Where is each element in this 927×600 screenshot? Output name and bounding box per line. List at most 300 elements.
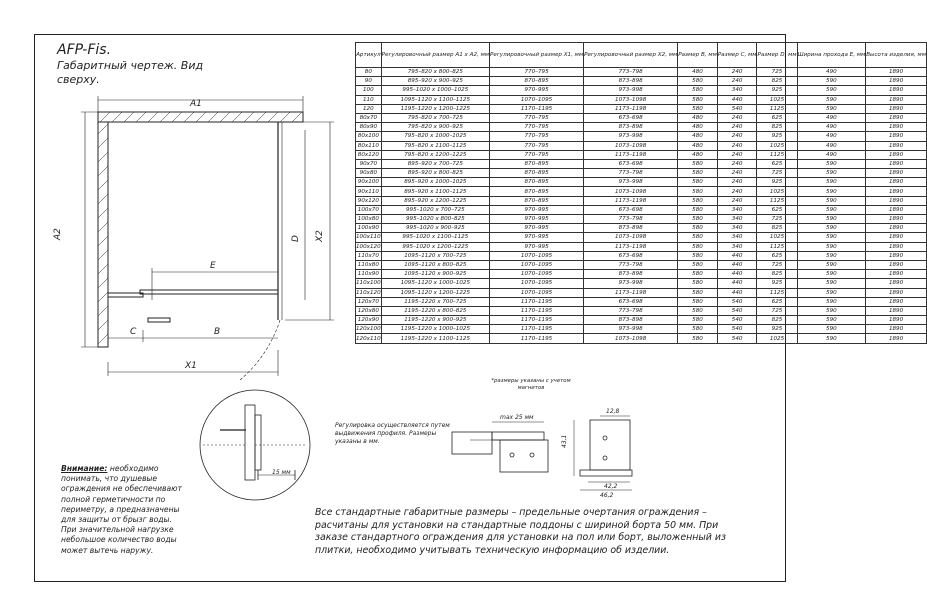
table-row	[356, 288, 927, 297]
cell-x1: 870–895	[490, 187, 584, 196]
cell-e: 490	[797, 150, 866, 159]
table-row	[356, 68, 927, 77]
cell-x2: 873–898	[584, 316, 678, 325]
cell-c: 340	[717, 215, 757, 224]
cell-x1: 1070–1095	[490, 288, 584, 297]
cell-height: 1890	[866, 205, 927, 214]
cell-b: 480	[678, 141, 718, 150]
dimensions-table	[355, 42, 927, 344]
cell-height: 1890	[866, 178, 927, 187]
cell-b: 580	[678, 270, 718, 279]
cell-b: 580	[678, 187, 718, 196]
cell-height: 1890	[866, 233, 927, 242]
cell-e: 590	[797, 306, 866, 315]
cell-c: 340	[717, 242, 757, 251]
cell-c: 440	[717, 288, 757, 297]
cell-c: 340	[717, 86, 757, 95]
cell-x1: 970–995	[490, 215, 584, 224]
table-row	[356, 334, 927, 343]
cell-c: 540	[717, 334, 757, 343]
cell-c: 440	[717, 260, 757, 269]
cell-article: 100	[356, 86, 382, 95]
cell-c: 240	[717, 68, 757, 77]
cell-c: 340	[717, 224, 757, 233]
cell-height: 1890	[866, 316, 927, 325]
cell-a1a2: 795–820 x 900–925	[381, 123, 489, 132]
cell-x1: 870–895	[490, 178, 584, 187]
cell-d: 725	[757, 306, 797, 315]
cell-article: 90x70	[356, 159, 382, 168]
cell-height: 1890	[866, 270, 927, 279]
cell-height: 1890	[866, 297, 927, 306]
cell-article: 120x100	[356, 326, 381, 333]
cell-b: 580	[678, 242, 718, 251]
cell-article: 100x90	[356, 224, 382, 233]
cell-e: 590	[797, 95, 866, 104]
cell-d: 1125	[757, 242, 797, 251]
cell-b: 480	[678, 132, 718, 141]
cell-e: 590	[797, 325, 866, 334]
header-article: Артикул	[356, 43, 382, 68]
cell-a1a2: 795–820 x 1200–1225	[381, 150, 489, 159]
cell-c: 240	[717, 132, 757, 141]
front-fixed-panel	[108, 293, 143, 297]
cell-height: 1890	[866, 77, 927, 86]
cell-a1a2: 1195–1220 x 800–825	[381, 306, 489, 315]
cell-e: 490	[797, 141, 866, 150]
cell-e: 590	[797, 242, 866, 251]
cell-a1a2: 795–820 x 1000–1025	[381, 132, 489, 141]
cell-x1: 970–995	[490, 224, 584, 233]
cell-c: 340	[717, 233, 757, 242]
cell-article: 110x120	[356, 289, 381, 296]
cell-d: 1025	[757, 187, 797, 196]
cell-height: 1890	[866, 288, 927, 297]
cell-height: 1890	[866, 169, 927, 178]
cell-e: 590	[797, 297, 866, 306]
cell-e: 590	[797, 233, 866, 242]
cell-c: 240	[717, 169, 757, 178]
cell-b: 580	[678, 297, 718, 306]
cell-x2: 973–998	[584, 86, 678, 95]
cell-c: 440	[717, 95, 757, 104]
warning-note	[61, 464, 186, 556]
table-row	[356, 113, 927, 122]
cell-x2: 873–898	[584, 123, 678, 132]
cell-x1: 1170–1195	[490, 104, 584, 113]
cell-article: 80x120	[356, 150, 382, 159]
table-row	[356, 325, 927, 334]
cell-a1a2: 795–820 x 800–825	[381, 68, 489, 77]
cell-a1a2: 1095–1120 x 800–825	[381, 260, 489, 269]
cell-b: 580	[678, 169, 718, 178]
cell-c: 240	[717, 178, 757, 187]
cell-x2: 1173–1198	[584, 196, 678, 205]
cell-x1: 1170–1195	[490, 325, 584, 334]
cell-c: 240	[717, 196, 757, 205]
header-e: Ширина прохода E, мм	[797, 43, 866, 68]
cell-d: 1025	[757, 95, 797, 104]
cell-e: 590	[797, 205, 866, 214]
cell-x2: 1073–1098	[584, 95, 678, 104]
label-42-2: 42,2	[604, 483, 618, 490]
cell-a1a2: 1095–1120 x 700–725	[381, 251, 489, 260]
cell-height: 1890	[866, 104, 927, 113]
label-x2: X2	[315, 230, 325, 242]
cell-x2: 873–898	[584, 270, 678, 279]
cell-a1a2: 895–920 x 900–925	[381, 77, 489, 86]
cell-a1a2: 995–1020 x 900–925	[381, 224, 489, 233]
cell-e: 490	[797, 123, 866, 132]
cell-x1: 770–795	[490, 68, 584, 77]
cell-b: 580	[678, 77, 718, 86]
cell-x2: 873–898	[584, 77, 678, 86]
cell-c: 540	[717, 297, 757, 306]
cell-b: 480	[678, 113, 718, 122]
table-row	[356, 123, 927, 132]
cell-c: 540	[717, 316, 757, 325]
cell-c: 440	[717, 251, 757, 260]
cell-height: 1890	[866, 123, 927, 132]
cell-a1a2: 1195–1220 x 900–925	[381, 316, 489, 325]
cell-a1a2: 895–920 x 1200–1225	[381, 196, 489, 205]
cell-a1a2: 1195–1220 x 1000–1025	[381, 325, 489, 334]
cell-a1a2: 1095–1120 x 1000–1025	[381, 279, 489, 288]
cell-e: 590	[797, 288, 866, 297]
warning-lead: Внимание:	[61, 464, 108, 473]
cell-x1: 1170–1195	[490, 306, 584, 315]
cell-height: 1890	[866, 86, 927, 95]
cell-d: 825	[757, 224, 797, 233]
cell-d: 625	[757, 205, 797, 214]
profile-drawing	[452, 416, 632, 490]
table-row	[356, 215, 927, 224]
cell-x2: 973–998	[584, 325, 678, 334]
cell-article: 110x70	[356, 251, 382, 260]
cell-x2: 1073–1098	[584, 233, 678, 242]
cell-x1: 770–795	[490, 141, 584, 150]
cell-article: 90x110	[356, 187, 382, 196]
table-header-row	[356, 43, 927, 68]
table-row	[356, 77, 927, 86]
cell-c: 240	[717, 159, 757, 168]
cell-b: 580	[678, 215, 718, 224]
cell-d: 925	[757, 132, 797, 141]
cell-a1a2: 1195–1220 x 1200–1225	[381, 104, 489, 113]
cell-x2: 773–798	[584, 306, 678, 315]
cell-x2: 973–998	[584, 132, 678, 141]
cell-x1: 770–795	[490, 113, 584, 122]
cell-height: 1890	[866, 150, 927, 159]
cell-e: 590	[797, 279, 866, 288]
doc-title: AFP-Fis.	[57, 42, 112, 58]
cell-e: 590	[797, 251, 866, 260]
cell-d: 1025	[757, 141, 797, 150]
cell-d: 825	[757, 270, 797, 279]
cell-x2: 673–698	[584, 251, 678, 260]
cell-e: 590	[797, 159, 866, 168]
label-x1: X1	[185, 361, 197, 371]
table-row	[356, 279, 927, 288]
cell-d: 1125	[757, 104, 797, 113]
cell-x1: 770–795	[490, 150, 584, 159]
label-46-2: 46,2	[600, 492, 614, 499]
cell-x2: 773–798	[584, 169, 678, 178]
cell-b: 580	[678, 279, 718, 288]
cell-a1a2: 795–820 x 1100–1125	[381, 141, 489, 150]
cell-x2: 673–698	[584, 205, 678, 214]
cell-a1a2: 895–920 x 800–825	[381, 169, 489, 178]
door-swing-arc	[240, 320, 280, 380]
cell-e: 590	[797, 196, 866, 205]
cell-e: 490	[797, 113, 866, 122]
cell-c: 240	[717, 150, 757, 159]
cell-d: 625	[757, 113, 797, 122]
cell-height: 1890	[866, 242, 927, 251]
cell-d: 1125	[757, 196, 797, 205]
cell-b: 580	[678, 196, 718, 205]
cell-x1: 770–795	[490, 132, 584, 141]
door-panel	[140, 290, 278, 294]
cell-a1a2: 995–1020 x 1000–1025	[381, 86, 489, 95]
cell-d: 725	[757, 260, 797, 269]
table-row	[356, 306, 927, 315]
cell-height: 1890	[866, 141, 927, 150]
door-handle	[148, 318, 170, 322]
cell-d: 625	[757, 251, 797, 260]
table-row	[356, 132, 927, 141]
cell-d: 1125	[757, 288, 797, 297]
cell-x2: 673–698	[584, 297, 678, 306]
cell-article: 110x90	[356, 270, 382, 279]
cell-height: 1890	[866, 159, 927, 168]
cell-d: 725	[757, 215, 797, 224]
table-row	[356, 95, 927, 104]
cell-x1: 970–995	[490, 205, 584, 214]
header-x1: Регулировочный размер X1, мм	[490, 43, 584, 68]
table-row	[356, 224, 927, 233]
cell-c: 240	[717, 113, 757, 122]
detail-view	[200, 390, 310, 500]
cell-article: 100x120	[356, 243, 381, 250]
cell-a1a2: 895–920 x 1100–1125	[381, 187, 489, 196]
cell-article: 110x100	[356, 280, 381, 287]
cell-e: 490	[797, 68, 866, 77]
cell-d: 725	[757, 68, 797, 77]
cell-x2: 773–798	[584, 260, 678, 269]
cell-x1: 1170–1195	[490, 334, 584, 343]
table-row	[356, 316, 927, 325]
cell-article: 120x80	[356, 306, 382, 315]
cell-c: 540	[717, 306, 757, 315]
footer-note: Все стандартные габаритные размеры – предельные очертания ограждения – расчитаны для установки на стандартные поддоны с шириной борта 50 мм. При заказе стандартного ограждения для установки на пол или борт, выложенный из плитки, необходимо учитывать техническую информацию об изделии.	[315, 507, 726, 556]
label-b: B	[214, 327, 221, 337]
cell-a1a2: 1095–1120 x 1100–1125	[381, 95, 489, 104]
cell-article: 90x100	[356, 178, 382, 187]
cell-article: 100x70	[356, 205, 382, 214]
cell-article: 120	[356, 104, 382, 113]
cell-a1a2: 1195–1220 x 700–725	[381, 297, 489, 306]
label-15mm: 15 мм	[272, 469, 291, 476]
table-footnote: *размеры указаны с учетом магнитов	[491, 378, 571, 391]
header-a1a2: Регулировочный размер A1 x A2, мм	[381, 43, 489, 68]
cell-x1: 970–995	[490, 233, 584, 242]
cell-e: 590	[797, 77, 866, 86]
cell-x2: 1073–1098	[584, 187, 678, 196]
cell-height: 1890	[866, 187, 927, 196]
cell-b: 580	[678, 251, 718, 260]
cell-c: 340	[717, 205, 757, 214]
cell-a1a2: 995–1020 x 1200–1225	[381, 242, 489, 251]
header-c: Размер C, мм	[717, 43, 757, 68]
cell-x2: 1173–1198	[584, 242, 678, 251]
cell-d: 725	[757, 169, 797, 178]
table-row	[356, 187, 927, 196]
cell-x1: 1170–1195	[490, 316, 584, 325]
cell-x1: 1070–1095	[490, 251, 584, 260]
cell-e: 590	[797, 187, 866, 196]
doc-subtitle: Габаритный чертеж. Вид сверху.	[57, 59, 204, 86]
cell-height: 1890	[866, 334, 927, 343]
cell-article: 80x110	[356, 141, 382, 150]
table-row	[356, 205, 927, 214]
cell-e: 590	[797, 334, 866, 343]
cell-d: 1125	[757, 150, 797, 159]
cell-b: 580	[678, 159, 718, 168]
wall-left	[98, 122, 108, 347]
cell-height: 1890	[866, 325, 927, 334]
cell-x1: 1070–1095	[490, 95, 584, 104]
cell-c: 540	[717, 104, 757, 113]
label-e: E	[210, 261, 216, 271]
table-row	[356, 150, 927, 159]
cell-e: 590	[797, 169, 866, 178]
cell-height: 1890	[866, 132, 927, 141]
cell-c: 240	[717, 123, 757, 132]
cell-x2: 1173–1198	[584, 104, 678, 113]
cell-article: 90x120	[356, 196, 382, 205]
cell-b: 580	[678, 178, 718, 187]
cell-b: 580	[678, 260, 718, 269]
cell-a1a2: 1095–1120 x 1200–1225	[381, 288, 489, 297]
table-row	[356, 260, 927, 269]
cell-b: 580	[678, 95, 718, 104]
cell-article: 80x90	[356, 123, 382, 132]
cell-x1: 870–895	[490, 159, 584, 168]
table-row	[356, 251, 927, 260]
cell-c: 440	[717, 279, 757, 288]
cell-a1a2: 1195–1220 x 1100–1125	[381, 334, 489, 343]
cell-height: 1890	[866, 251, 927, 260]
table-body	[356, 68, 927, 344]
label-a2: A2	[53, 228, 63, 240]
cell-height: 1890	[866, 113, 927, 122]
cell-x1: 770–795	[490, 123, 584, 132]
table-row	[356, 297, 927, 306]
label-43-1: 43,1	[561, 434, 568, 448]
cell-x2: 673–698	[584, 159, 678, 168]
cell-b: 580	[678, 104, 718, 113]
label-c: C	[130, 327, 137, 337]
table-row	[356, 104, 927, 113]
cell-x2: 773–798	[584, 215, 678, 224]
header-b: Размер B, мм	[678, 43, 718, 68]
label-max25: max 25 мм	[500, 414, 534, 421]
table-row	[356, 169, 927, 178]
cell-height: 1890	[866, 260, 927, 269]
cell-height: 1890	[866, 224, 927, 233]
cell-x2: 1173–1198	[584, 150, 678, 159]
cell-article: 90	[356, 77, 382, 86]
cell-d: 1025	[757, 334, 797, 343]
cell-article: 90x80	[356, 169, 382, 178]
cell-b: 480	[678, 123, 718, 132]
cell-b: 580	[678, 325, 718, 334]
cell-article: 120x90	[356, 316, 382, 325]
cell-article: 100x80	[356, 215, 382, 224]
cell-b: 580	[678, 233, 718, 242]
table-row	[356, 86, 927, 95]
cell-a1a2: 895–920 x 1000–1025	[381, 178, 489, 187]
table-row	[356, 242, 927, 251]
cell-e: 590	[797, 270, 866, 279]
table-row	[356, 233, 927, 242]
cell-e: 590	[797, 215, 866, 224]
cell-a1a2: 895–920 x 700–725	[381, 159, 489, 168]
cell-x1: 1070–1095	[490, 270, 584, 279]
cell-x1: 970–995	[490, 242, 584, 251]
cell-e: 590	[797, 316, 866, 325]
cell-height: 1890	[866, 306, 927, 315]
label-d: D	[291, 235, 301, 242]
cell-b: 480	[678, 68, 718, 77]
header-d: Размер D, мм	[757, 43, 797, 68]
cell-c: 240	[717, 77, 757, 86]
cell-height: 1890	[866, 196, 927, 205]
cell-x1: 870–895	[490, 169, 584, 178]
cell-b: 580	[678, 316, 718, 325]
cell-e: 590	[797, 178, 866, 187]
cell-x2: 673–698	[584, 113, 678, 122]
table-row	[356, 196, 927, 205]
cell-c: 440	[717, 270, 757, 279]
cell-height: 1890	[866, 215, 927, 224]
cell-d: 625	[757, 297, 797, 306]
cell-a1a2: 995–1020 x 700–725	[381, 205, 489, 214]
cell-a1a2: 995–1020 x 800–825	[381, 215, 489, 224]
cell-b: 580	[678, 334, 718, 343]
cell-article: 120x110	[356, 335, 381, 342]
cell-d: 825	[757, 77, 797, 86]
cell-x1: 1170–1195	[490, 297, 584, 306]
profile-note: Регулировка осуществляется путем выдвижения профиля. Размеры указаны в мм.	[335, 422, 450, 445]
cell-article: 120x70	[356, 297, 382, 306]
label-12-8: 12,8	[606, 408, 620, 415]
cell-x1: 1070–1095	[490, 260, 584, 269]
cell-d: 925	[757, 86, 797, 95]
table-row	[356, 178, 927, 187]
cell-x2: 1173–1198	[584, 288, 678, 297]
cell-b: 480	[678, 150, 718, 159]
cell-a1a2: 995–1020 x 1100–1125	[381, 233, 489, 242]
table-row	[356, 159, 927, 168]
cell-x2: 873–898	[584, 224, 678, 233]
cell-e: 590	[797, 104, 866, 113]
cell-article: 80	[356, 68, 382, 77]
header-height: Высота изделия, мм	[866, 43, 927, 68]
cell-d: 925	[757, 325, 797, 334]
cell-d: 625	[757, 159, 797, 168]
